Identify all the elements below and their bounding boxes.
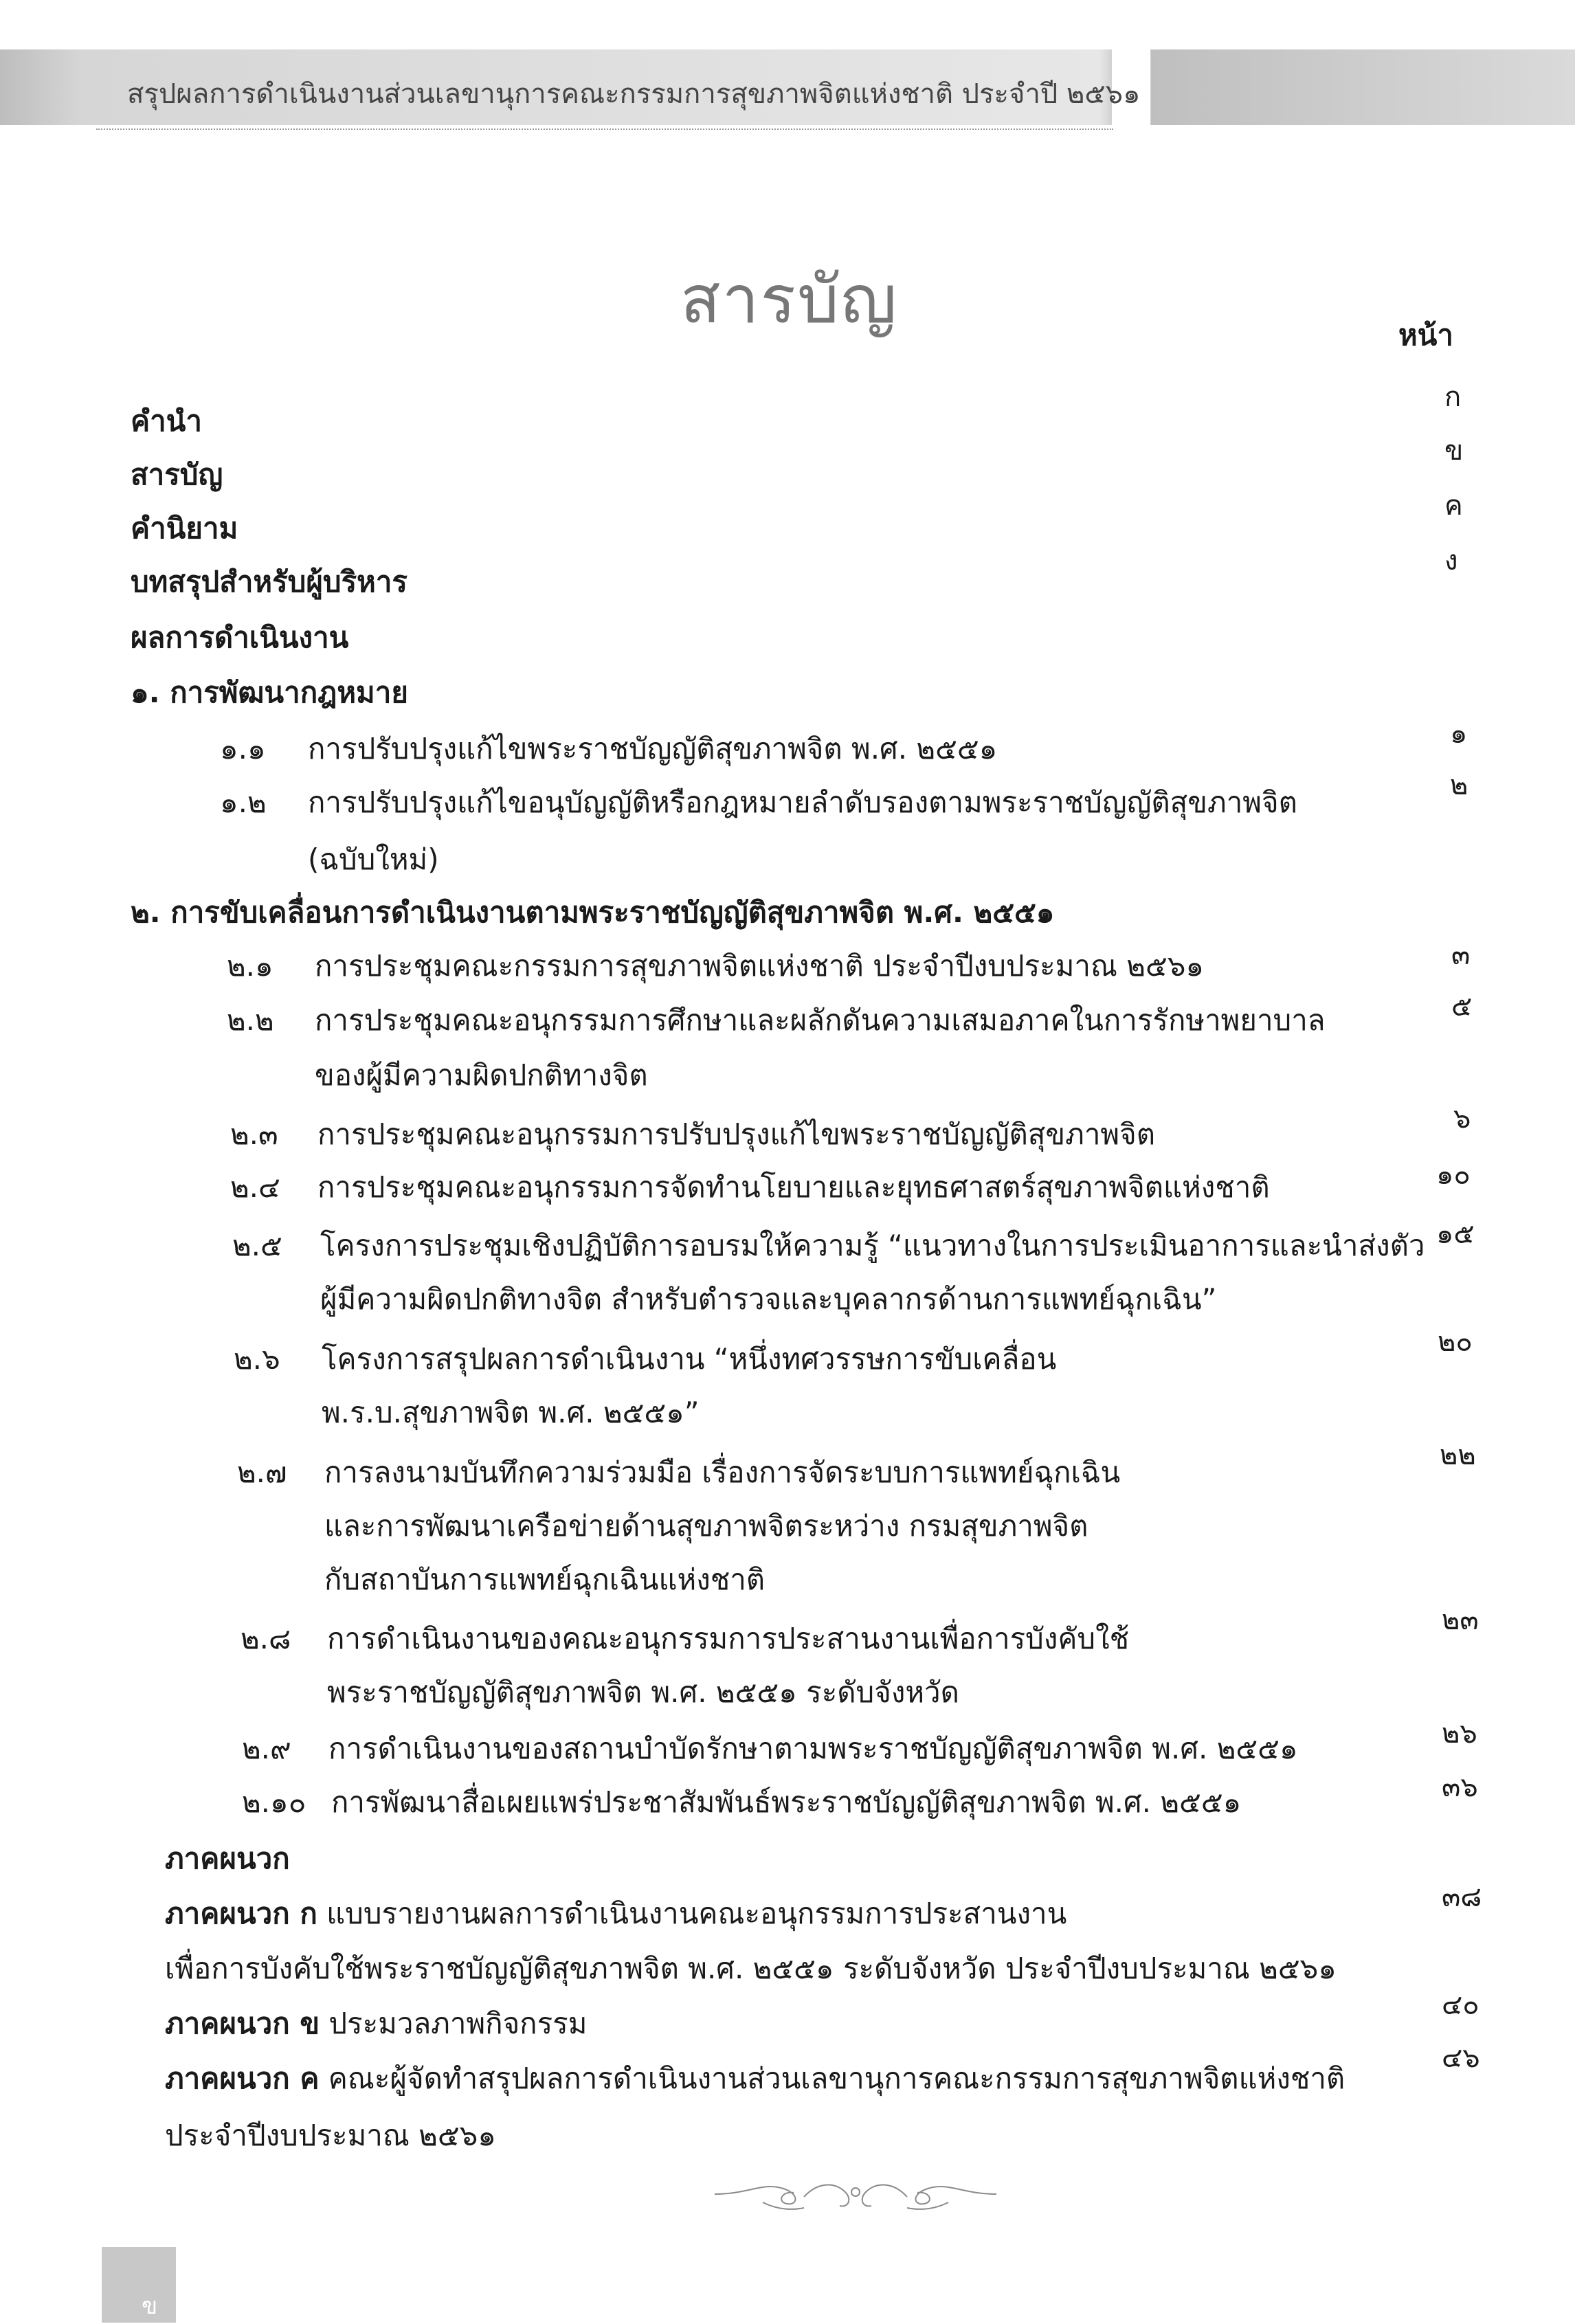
toc-item-number: ๒.๗ — [237, 1455, 287, 1489]
toc-item-page: ๓๘ — [1442, 1881, 1482, 1913]
toc-entry-results: ผลการดำเนินงาน — [131, 621, 349, 654]
appendix-prefix: ภาคผนวก ค — [165, 2062, 320, 2095]
toc-item-page: ๔๖ — [1442, 2042, 1480, 2074]
toc-item-text: การประชุมคณะอนุกรรมการจัดทำนโยบายและยุทธศาสตร์สุขภาพจิตแห่งชาติ — [317, 1170, 1270, 1204]
toc-item-number: ๒.๑๐ — [242, 1785, 306, 1819]
toc-item-text: การดำเนินงานของคณะอนุกรรมการประสานงานเพื่อการบังคับใช้ — [327, 1622, 1130, 1655]
toc-item-page: ๑ — [1450, 718, 1468, 750]
page-column-label: หน้า — [1398, 318, 1453, 352]
toc-entry-executive-summary: บทสรุปสำหรับผู้บริหาร — [131, 565, 407, 599]
toc-item-text: การลงนามบันทึกความร่วมมือ เรื่องการจัดระบบการแพทย์ฉุกเฉิน — [324, 1455, 1121, 1489]
toc-item-text-cont: กับสถาบันการแพทย์ฉุกเฉินแห่งชาติ — [324, 1563, 766, 1596]
toc-item-text: การประชุมคณะกรรมการสุขภาพจิตแห่งชาติ ประจำปีงบประมาณ ๒๕๖๑ — [315, 949, 1205, 983]
section-heading-1: ๑. การพัฒนากฎหมาย — [131, 675, 408, 709]
toc-item-page: ๒๖ — [1442, 1718, 1477, 1750]
toc-item-page: ๒๐ — [1438, 1326, 1473, 1358]
toc-page-contents: ข — [1444, 435, 1464, 467]
toc-item-number: ๒.๖ — [234, 1342, 280, 1376]
toc-item-number: ๒.๘ — [241, 1622, 291, 1655]
appendix-prefix: ภาคผนวก ก — [165, 1897, 317, 1930]
header-band-end — [1151, 49, 1575, 125]
toc-item-number: ๑.๒ — [220, 785, 267, 819]
toc-item-text-cont: พระราชบัญญัติสุขภาพจิต พ.ศ. ๒๕๕๑ ระดับจังหวัด — [327, 1675, 959, 1709]
toc-item-number: ๒.๔ — [230, 1170, 280, 1204]
toc-item-page: ๓๖ — [1442, 1772, 1478, 1803]
toc-item-text: การประชุมคณะอนุกรรมการศึกษาและผลักดันความเสมอภาคในการรักษาพยาบาล — [315, 1003, 1326, 1037]
toc-item-text-cont: (ฉบับใหม่) — [308, 842, 439, 876]
appendix-entry-a — [165, 1898, 1066, 1930]
toc-entry-contents: สารบัญ — [131, 458, 223, 491]
toc-item-text-cont: ของผู้มีความผิดปกติทางจิต — [315, 1058, 648, 1092]
appendix-text-cont: เพื่อการบังคับใช้พระราชบัญญัติสุขภาพจิต พ.ศ. ๒๕๕๑ ระดับจังหวัด ประจำปีงบประมาณ ๒๕๖๑ — [165, 1952, 1337, 1985]
toc-item-number: ๑.๑ — [220, 732, 266, 766]
toc-item-page: ๒๒ — [1440, 1440, 1476, 1471]
toc-item-page: ๖ — [1453, 1103, 1471, 1135]
toc-item-text: การปรับปรุงแก้ไขอนุบัญญัติหรือกฎหมายลำดับรองตามพระราชบัญญัติสุขภาพจิต — [308, 785, 1297, 819]
appendix-text: แบบรายงานผลการดำเนินงานคณะอนุกรรมการประสานงาน — [317, 1897, 1067, 1930]
toc-entry-definitions: คำนิยาม — [131, 511, 238, 545]
toc-item-page: ๒ — [1450, 770, 1468, 801]
toc-item-text: การปรับปรุงแก้ไขพระราชบัญญัติสุขภาพจิต พ.ศ. ๒๕๕๑ — [308, 732, 998, 766]
appendix-text: คณะผู้จัดทำสรุปผลการดำเนินงานส่วนเลขานุการคณะกรรมการสุขภาพจิตแห่งชาติ — [319, 2062, 1345, 2095]
toc-item-number: ๒.๒ — [227, 1003, 274, 1037]
toc-page-foreword: ก — [1444, 381, 1462, 413]
toc-item-page: ๓ — [1451, 939, 1471, 971]
toc-item-page: ๔๐ — [1442, 1989, 1479, 2021]
header-dotted-rule — [96, 129, 1113, 130]
toc-page-executive-summary: ง — [1444, 545, 1458, 577]
page-number-tab — [102, 2247, 176, 2323]
toc-item-page: ๑๕ — [1436, 1218, 1475, 1250]
page-title: สารบัญ — [680, 261, 898, 338]
toc-item-number: ๒.๙ — [242, 1732, 291, 1765]
toc-page-definitions: ค — [1444, 490, 1463, 522]
toc-item-page: ๑๐ — [1436, 1159, 1471, 1191]
toc-item-text: การประชุมคณะอนุกรรมการปรับปรุงแก้ไขพระราชบัญญัติสุขภาพจิต — [317, 1117, 1155, 1151]
toc-item-text-cont: พ.ร.บ.สุขภาพจิต พ.ศ. ๒๕๕๑” — [322, 1396, 700, 1429]
appendix-heading: ภาคผนวก — [165, 1842, 290, 1875]
toc-item-number: ๒.๑ — [227, 949, 273, 983]
appendix-entry-c — [165, 2063, 1345, 2094]
toc-item-text-cont: ผู้มีความผิดปกติทางจิต สำหรับตำรวจและบุคลากรด้านการแพทย์ฉุกเฉิน” — [320, 1282, 1217, 1316]
toc-item-page: ๕ — [1451, 991, 1473, 1023]
toc-item-text: โครงการประชุมเชิงปฏิบัติการอบรมให้ความรู้ “แนวทางในการประเมินอาการและนำส่งตัว — [320, 1229, 1425, 1262]
toc-item-number: ๒.๕ — [232, 1229, 282, 1262]
decorative-flourish-icon — [708, 2168, 1003, 2216]
section-heading-2: ๒. การขับเคลื่อนการดำเนินงานตามพระราชบัญญัติสุขภาพจิต พ.ศ. ๒๕๕๑ — [131, 895, 1055, 929]
appendix-prefix: ภาคผนวก ข — [165, 2007, 320, 2040]
toc-item-page: ๒๓ — [1442, 1605, 1479, 1636]
toc-item-text: โครงการสรุปผลการดำเนินงาน “หนึ่งทศวรรษการขับเคลื่อน — [322, 1342, 1057, 1376]
toc-item-text-cont: และการพัฒนาเครือข่ายด้านสุขภาพจิตระหว่าง กรมสุขภาพจิต — [324, 1509, 1088, 1543]
toc-item-text: การพัฒนาสื่อเผยแพร่ประชาสัมพันธ์พระราชบัญญัติสุขภาพจิต พ.ศ. ๒๕๕๑ — [331, 1785, 1242, 1819]
toc-item-text: การดำเนินงานของสถานบำบัดรักษาตามพระราชบัญญัติสุขภาพจิต พ.ศ. ๒๕๕๑ — [328, 1732, 1298, 1765]
running-header-title: สรุปผลการดำเนินงานส่วนเลขานุการคณะกรรมการสุขภาพจิตแห่งชาติ ประจำปี ๒๕๖๑ — [127, 78, 1141, 110]
toc-entry-foreword: คำนำ — [131, 404, 202, 438]
appendix-text-cont: ประจำปีงบประมาณ ๒๕๖๑ — [165, 2119, 496, 2152]
appendix-text: ประมวลภาพกิจกรรม — [320, 2007, 588, 2040]
toc-item-number: ๒.๓ — [230, 1117, 278, 1151]
appendix-entry-b — [165, 2008, 587, 2040]
page-number: ข — [142, 2292, 158, 2320]
